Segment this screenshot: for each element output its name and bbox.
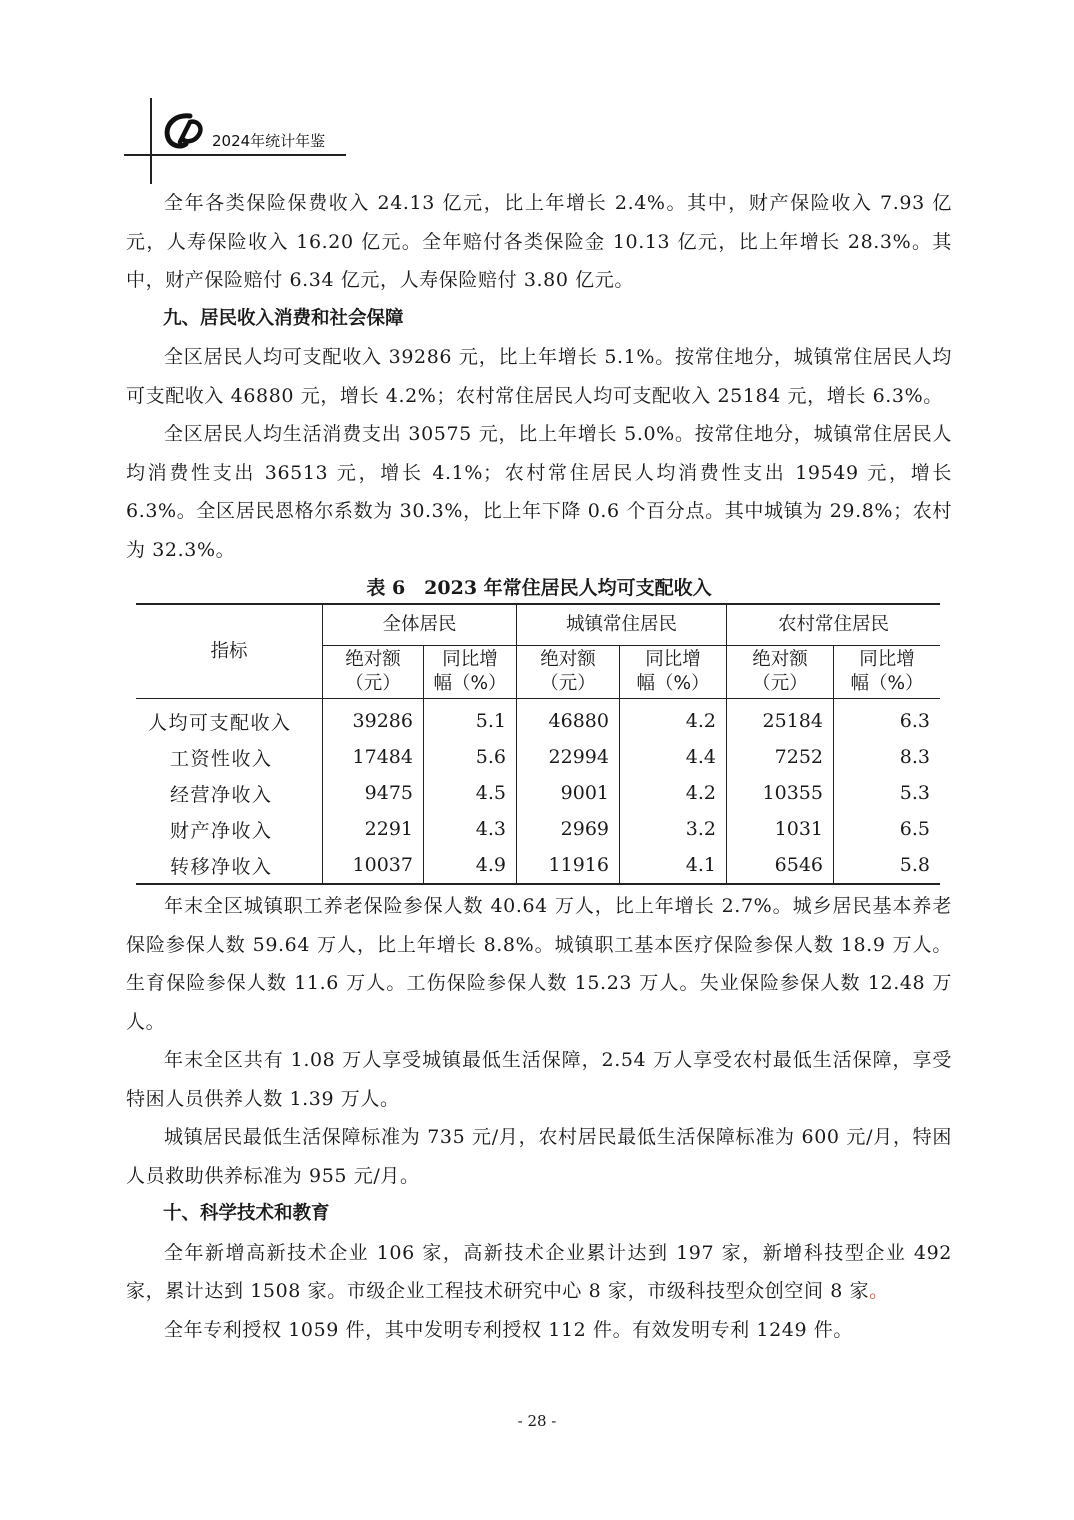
cell: 17484 — [323, 739, 424, 775]
header-horizontal-rule — [124, 154, 346, 156]
cell: 4.2 — [620, 775, 727, 811]
cell: 7252 — [727, 739, 834, 775]
cell: 9475 — [323, 775, 424, 811]
cell: 4.2 — [620, 699, 727, 740]
group-header-rural: 农村常住居民 — [727, 604, 941, 646]
cell: 6546 — [727, 847, 834, 884]
yearbook-logo-icon — [160, 112, 206, 152]
table-row — [136, 847, 940, 884]
cell: 4.3 — [424, 811, 517, 847]
insurance-paragraph: 全年各类保险保费收入 24.13 亿元，比上年增长 2.4%。其中，财产保险收入 7.93 亿元，人寿保险收入 16.20 亿元。全年赔付各类保险金 10.13 亿元，比上年增长 28.3%。其中，财产保险赔付 6.34 亿元，人寿保险赔付 3.80 亿元。 — [126, 192, 952, 291]
cell: 8.3 — [834, 739, 941, 775]
row-label: 经营净收入 — [170, 783, 273, 806]
cell: 4.1 — [620, 847, 727, 884]
table-title: 表 6 2023 年常住居民人均可支配收入 — [366, 577, 712, 599]
sub-header-yoy: 同比增 幅（%） — [834, 646, 941, 699]
page-content — [126, 184, 952, 1349]
page-number: - 28 - — [517, 1412, 557, 1430]
cell: 5.1 — [424, 699, 517, 740]
cell: 1031 — [727, 811, 834, 847]
cell: 11916 — [517, 847, 620, 884]
living-standard-paragraph: 城镇居民最低生活保障标准为 735 元/月，农村居民最低生活保障标准为 600 元/月，特困人员救助供养标准为 955 元/月。 — [126, 1126, 952, 1187]
cell: 10037 — [323, 847, 424, 884]
cell: 6.5 — [834, 811, 941, 847]
cell: 4.4 — [620, 739, 727, 775]
header-title: 2024年统计年鉴 — [212, 132, 326, 150]
tech-enterprise-text: 全年新增高新技术企业 106 家，高新技术企业累计达到 197 家，新增科技型企业 492 家，累计达到 1508 家。市级企业工程技术研究中心 8 家，市级科技型众创空间 8 家 — [126, 1241, 952, 1302]
table-row — [136, 699, 940, 740]
sub-header-absolute: 绝对额 （元） — [727, 646, 834, 699]
row-label: 人均可支配收入 — [148, 711, 292, 734]
cell: 4.5 — [424, 775, 517, 811]
section-10-heading: 十、科学技术和教育 — [163, 1203, 330, 1224]
row-label: 转移净收入 — [136, 847, 323, 884]
patent-paragraph: 全年专利授权 1059 件，其中发明专利授权 112 件。有效发明专利 1249 件。 — [164, 1318, 854, 1341]
cell: 6.3 — [834, 699, 941, 740]
pension-insurance-paragraph: 年末全区城镇职工养老保险参保人数 40.64 万人，比上年增长 2.7%。城乡居民基本养老保险参保人数 59.64 万人，比上年增长 8.8%。城镇职工基本医疗保险参保人数 18.9 万人。生育保险参保人数 11.6 万人。工伤保险参保人数 15.23 万人。失业保险参保人数 12.48 万人。 — [126, 895, 952, 1033]
sub-header-yoy: 同比增 幅（%） — [620, 646, 727, 699]
cell: 10355 — [727, 775, 834, 811]
table-row-header: 指标 — [136, 604, 323, 699]
cell: 2291 — [323, 811, 424, 847]
cell: 25184 — [727, 699, 834, 740]
cell: 4.9 — [424, 847, 517, 884]
consumption-paragraph: 全区居民人均生活消费支出 30575 元，比上年增长 5.0%。按常住地分，城镇常住居民人均消费性支出 36513 元，增长 4.1%；农村常住居民人均消费性支出 19549 元，增长 6.3%。全区居民恩格尔系数为 30.3%，比上年下降 0.6 个百分点。其中城镇为 29.8%；农村为 32.3%。 — [126, 423, 952, 561]
table-row — [136, 775, 940, 811]
group-header-all: 全体居民 — [323, 604, 517, 646]
tech-enterprise-paragraph — [126, 1234, 952, 1311]
cell: 39286 — [323, 699, 424, 740]
section-9-heading: 九、居民收入消费和社会保障 — [163, 307, 404, 329]
cell: 5.3 — [834, 775, 941, 811]
cell: 5.8 — [834, 847, 941, 884]
cell: 3.2 — [620, 811, 727, 847]
minimum-living-paragraph: 年末全区共有 1.08 万人享受城镇最低生活保障，2.54 万人享受农村最低生活保障，享受特困人员供养人数 1.39 万人。 — [126, 1049, 952, 1110]
row-label: 财产净收入 — [170, 819, 273, 842]
table-row — [136, 739, 940, 775]
group-header-urban: 城镇常住居民 — [517, 604, 727, 646]
table-row — [136, 811, 940, 847]
sub-header-absolute: 绝对额 （元） — [323, 646, 424, 699]
cell: 46880 — [517, 699, 620, 740]
cell: 9001 — [517, 775, 620, 811]
sub-header-absolute: 绝对额 （元） — [517, 646, 620, 699]
red-period-mark: 。 — [869, 1280, 889, 1302]
sub-header-yoy: 同比增 幅（%） — [424, 646, 517, 699]
income-paragraph: 全区居民人均可支配收入 39286 元，比上年增长 5.1%。按常住地分，城镇常住居民人均可支配收入 46880 元，增长 4.2%；农村常住居民人均可支配收入 25184 元，增长 6.3%。 — [126, 346, 952, 407]
row-label: 工资性收入 — [170, 747, 273, 770]
cell: 22994 — [517, 739, 620, 775]
income-table — [136, 603, 940, 885]
cell: 5.6 — [424, 739, 517, 775]
cell: 2969 — [517, 811, 620, 847]
header-vertical-rule — [150, 98, 152, 184]
